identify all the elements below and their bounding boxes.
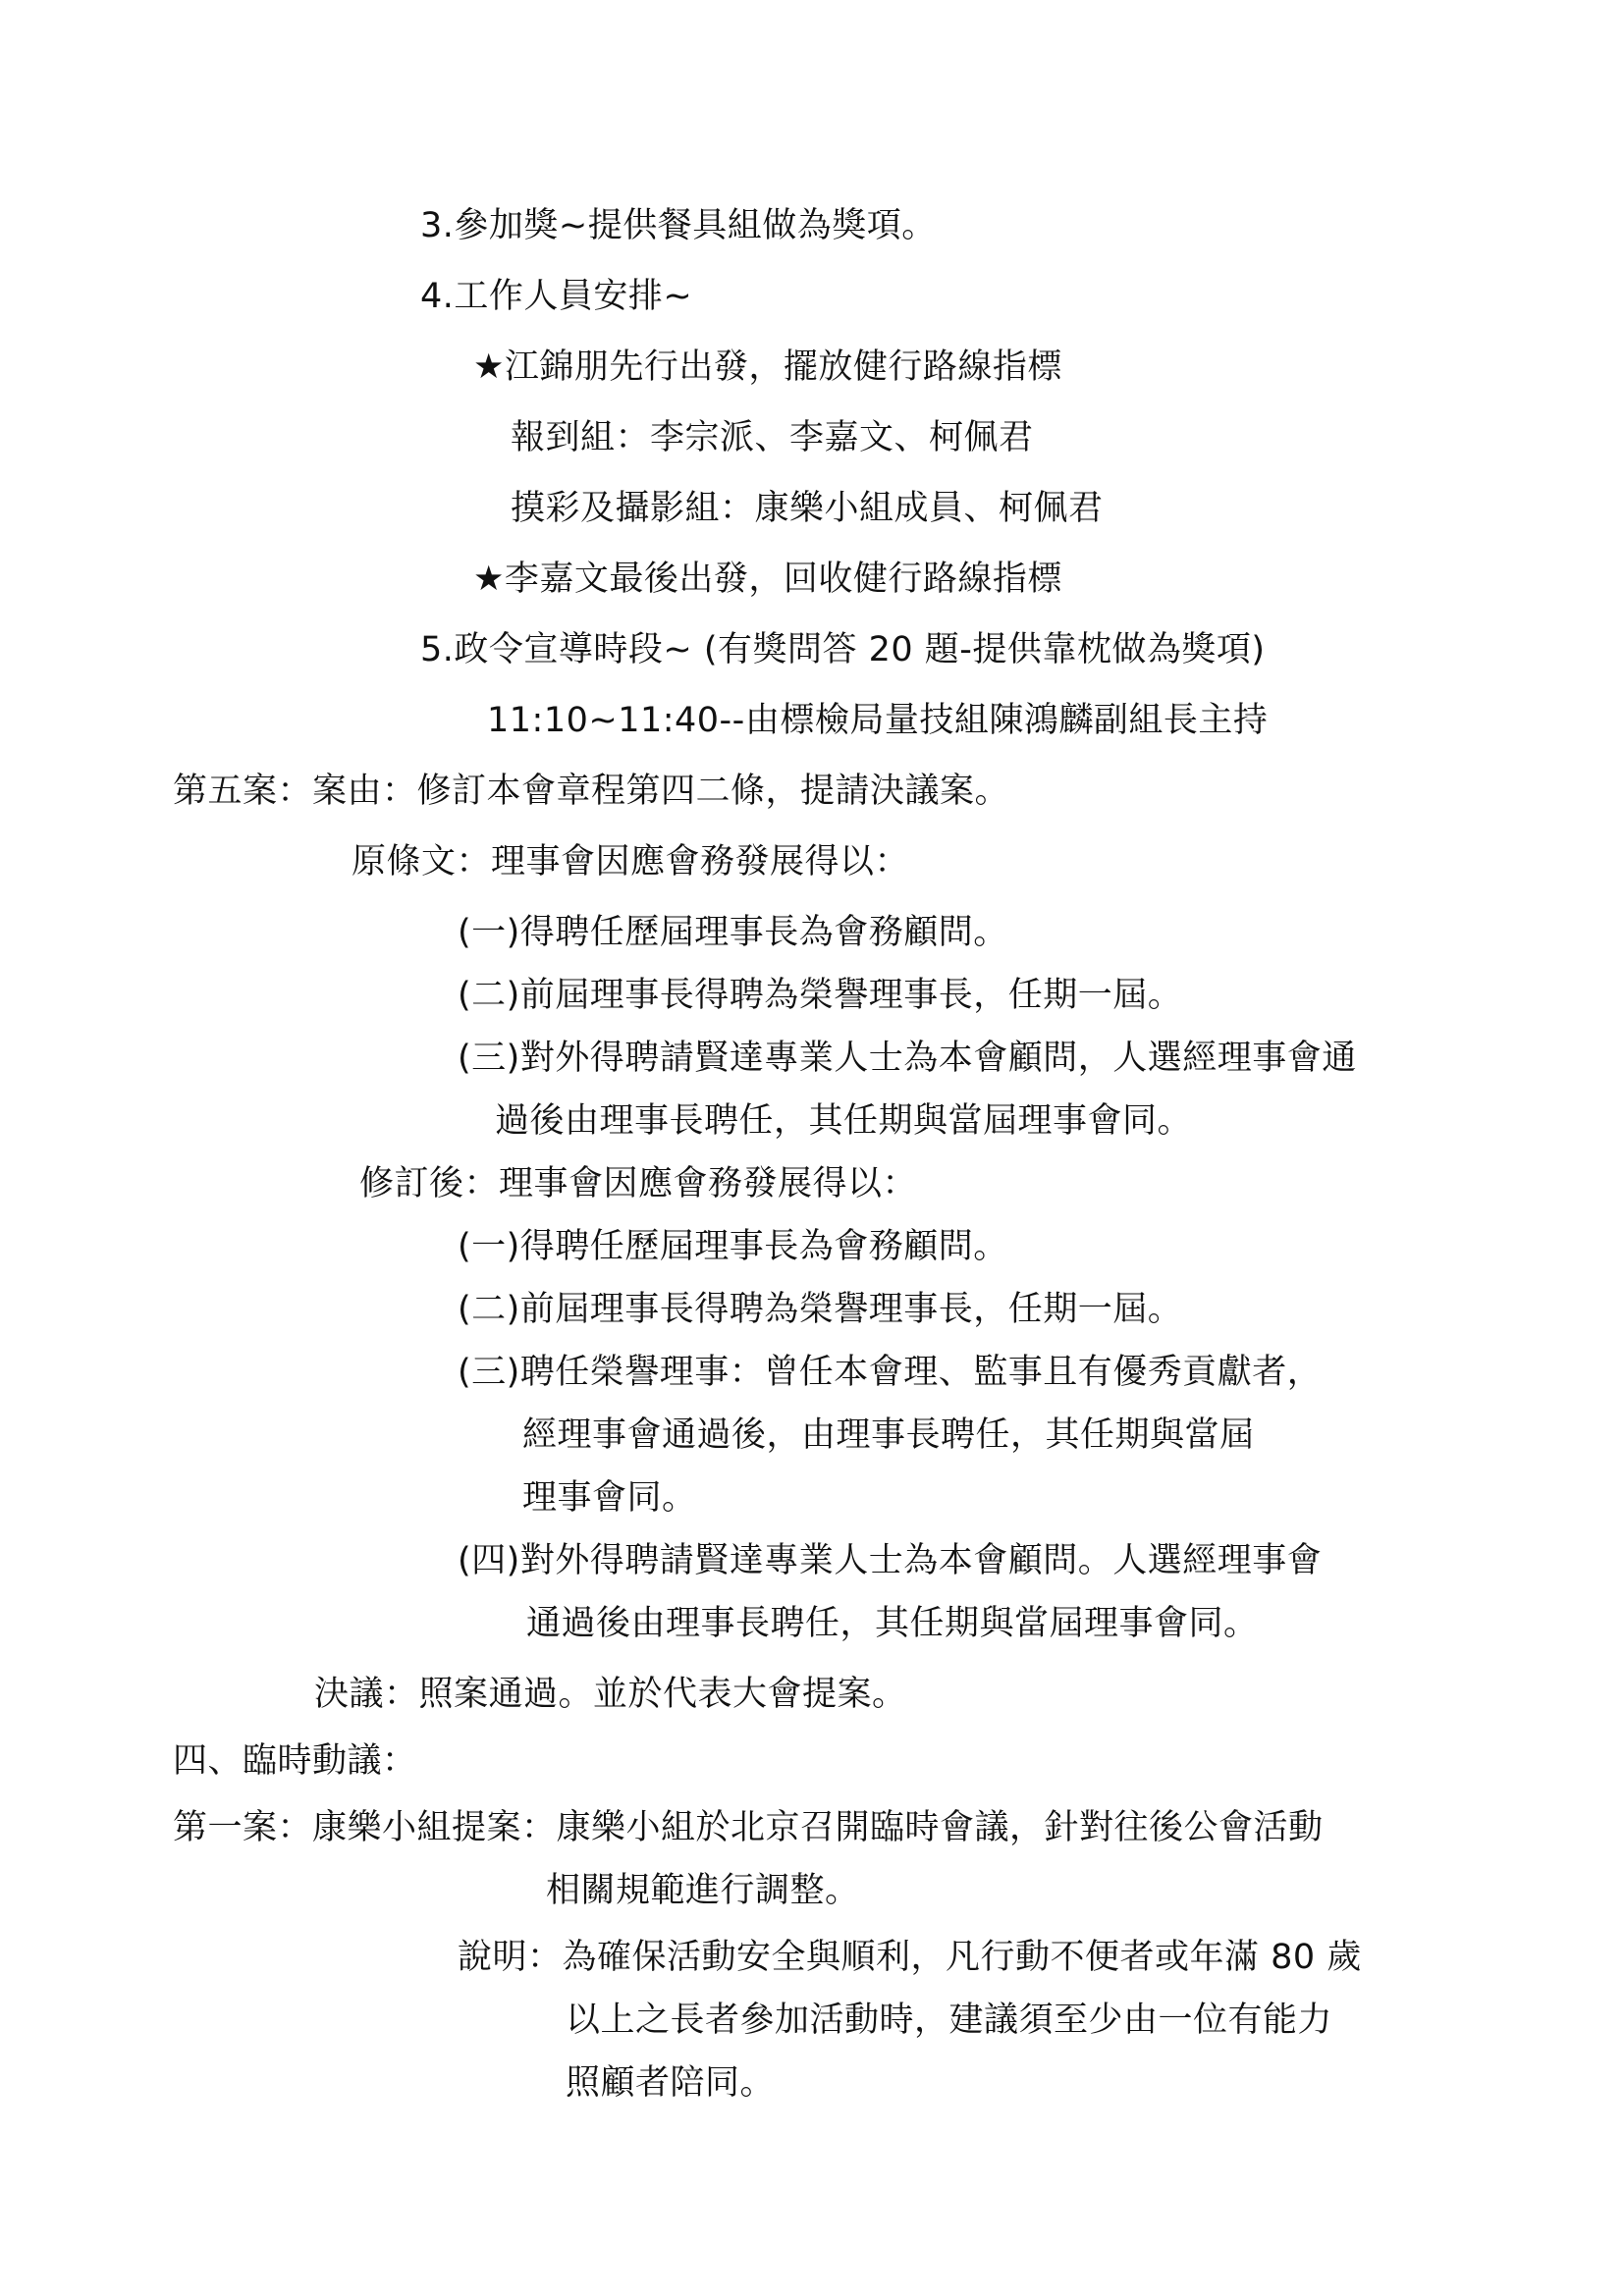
revised-clause-3: (三)聘任榮譽理事：曾任本會理、監事且有優秀貢獻者，	[458, 1353, 1323, 1392]
staff-arrangement-heading: 4.工作人員安排~	[420, 277, 693, 316]
original-text-heading: 原條文：理事會因應會務發展得以：	[352, 842, 910, 881]
revised-clause-2: (二)前屆理事長得聘為榮譽理事長，任期一屆。	[458, 1290, 1183, 1329]
staff-lead-start: ★江錦朋先行出發，擺放健行路線指標	[473, 347, 1062, 387]
original-clause-1: (一)得聘任歷屆理事長為會務顧問。	[458, 913, 1008, 952]
explanation: 說明：為確保活動安全與順利，凡行動不便者或年滿 80 歲	[458, 1938, 1362, 1977]
revised-clause-3-cont2: 理事會同。	[522, 1478, 697, 1518]
raffle-photo-team: 摸彩及攝影組：康樂小組成員、柯佩君	[511, 489, 1104, 528]
policy-session-time: 11:10~11:40--由標檢局量技組陳鴻麟副組長主持	[487, 701, 1269, 740]
award-participation: 3.參加獎~提供餐具組做為獎項。	[420, 206, 937, 245]
revised-clause-4: (四)對外得聘請賢達專業人士為本會顧問。人選經理事會	[458, 1541, 1323, 1580]
section-four-heading: 四、臨時動議：	[173, 1741, 417, 1781]
resolution: 決議：照案通過。並於代表大會提案。	[314, 1675, 907, 1714]
revised-clause-1: (一)得聘任歷屆理事長為會務顧問。	[458, 1227, 1008, 1266]
staff-last-start: ★李嘉文最後出發，回收健行路線指標	[473, 560, 1062, 599]
explanation-cont: 以上之長者參加活動時，建議須至少由一位有能力	[566, 2001, 1333, 2040]
original-clause-3-cont: 過後由理事長聘任，其任期與當屆理事會同。	[495, 1101, 1193, 1141]
revised-text-heading: 修訂後：理事會因應會務發展得以：	[359, 1164, 918, 1203]
revised-clause-4-cont: 通過後由理事長聘任，其任期與當屆理事會同。	[526, 1604, 1259, 1643]
registration-team: 報到組：李宗派、李嘉文、柯佩君	[511, 418, 1034, 457]
motion-one-title-cont: 相關規範進行調整。	[546, 1871, 860, 1910]
original-clause-3: (三)對外得聘請賢達專業人士為本會顧問，人選經理事會通	[458, 1039, 1357, 1078]
revised-clause-3-cont: 經理事會通過後，由理事長聘任，其任期與當屆	[522, 1415, 1255, 1455]
original-clause-2: (二)前屆理事長得聘為榮譽理事長，任期一屆。	[458, 976, 1183, 1015]
policy-session-heading: 5.政令宣導時段~ (有獎問答 20 題-提供靠枕做為獎項)	[420, 630, 1266, 669]
case-five-title: 第五案：案由：修訂本會章程第四二條，提請決議案。	[173, 772, 1010, 811]
motion-one-title: 第一案：康樂小組提案：康樂小組於北京召開臨時會議，針對往後公會活動	[173, 1808, 1324, 1847]
explanation-cont2: 照顧者陪同。	[566, 2063, 776, 2103]
